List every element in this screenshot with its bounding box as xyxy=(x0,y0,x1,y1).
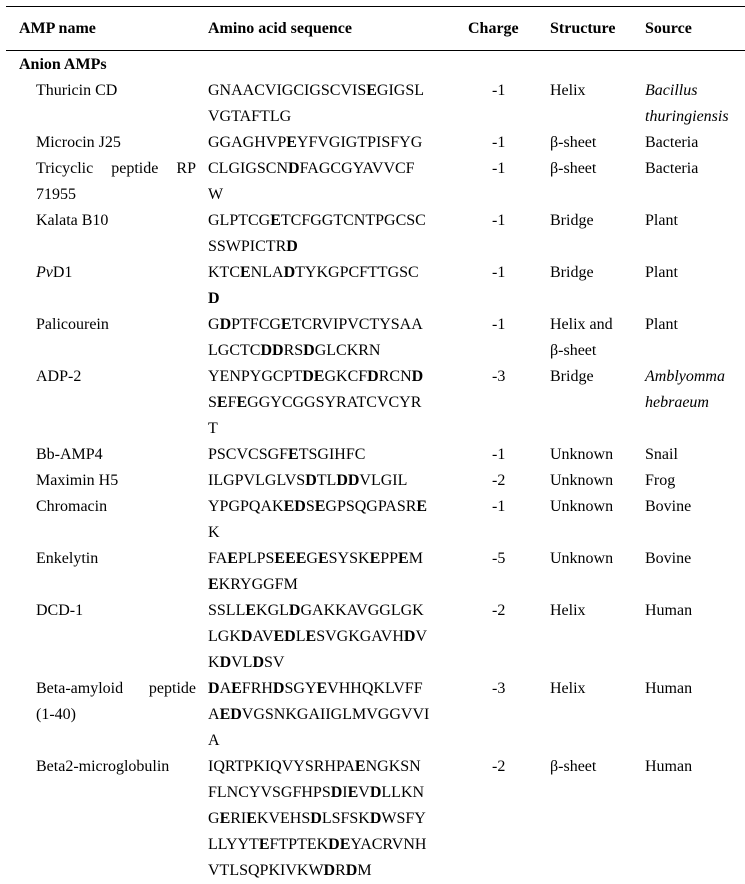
acidic-residue: ED xyxy=(273,628,296,645)
acidic-residue: ED xyxy=(283,498,306,515)
source xyxy=(645,442,745,468)
sequence-line: SSLLEKGLDGAKKAVGGLGK xyxy=(208,602,424,619)
amp-name: PvD1 xyxy=(36,264,73,281)
structure: Unknown xyxy=(550,550,614,567)
header-charge: Charge xyxy=(468,20,519,37)
acidic-residue: E xyxy=(347,784,359,801)
amp-name: ADP-2 xyxy=(36,368,82,385)
header-rule xyxy=(6,50,745,51)
source-line: Human xyxy=(645,758,693,775)
source-line: Bacteria xyxy=(645,134,699,151)
amino-acid-sequence xyxy=(208,78,458,130)
acidic-residue: D xyxy=(219,316,232,333)
amino-acid-sequence xyxy=(208,546,458,598)
amino-acid-sequence xyxy=(208,676,458,754)
acidic-residue: DE xyxy=(302,368,325,385)
sequence-line: IQRTPKIQVYSRHPAENGKSN xyxy=(208,758,421,775)
acidic-residue: D xyxy=(411,368,424,385)
source xyxy=(645,598,745,624)
acidic-residue: D xyxy=(323,862,336,879)
structure: Unknown xyxy=(550,498,614,515)
source xyxy=(645,676,745,702)
sequence-line: CLGIGSCNDFAGCGYAVVCF xyxy=(208,160,415,177)
charge: -2 xyxy=(492,472,506,489)
section-title: Anion AMPs xyxy=(19,56,107,73)
charge: -3 xyxy=(492,680,506,697)
source-line: thuringiensis xyxy=(645,108,729,125)
charge: -1 xyxy=(492,498,506,515)
source-line: Bacillus xyxy=(645,82,698,99)
amp-name: Microcin J25 xyxy=(36,134,121,151)
charge: -1 xyxy=(492,446,506,463)
sequence-line: VGTAFTLG xyxy=(208,108,292,125)
acidic-residue: D xyxy=(286,238,298,255)
sequence-line: K xyxy=(208,524,220,541)
sequence-line: YENPYGCPTDEGKCFDRCND xyxy=(208,368,424,385)
acidic-residue: DD xyxy=(336,472,360,489)
structure: β-sheet xyxy=(550,758,597,775)
sequence-line: GDPTFCGETCRVIPVCTYSAA xyxy=(208,316,423,333)
sequence-line: PSCVCSGFETSGIHFC xyxy=(208,446,366,463)
acidic-residue: D xyxy=(303,342,315,359)
source-line: Bovine xyxy=(645,498,692,515)
structure: Unknown xyxy=(550,472,614,489)
structure: Unknown xyxy=(550,446,614,463)
header-sequence: Amino acid sequence xyxy=(208,20,352,37)
amp-name: Kalata B10 xyxy=(36,212,109,229)
sequence-line: KDVLDSV xyxy=(208,654,285,671)
acidic-residue: E xyxy=(208,576,219,593)
acidic-residue: D xyxy=(272,680,285,697)
acidic-residue: E xyxy=(288,446,299,463)
acidic-residue: E xyxy=(366,82,377,99)
acidic-residue: ED xyxy=(219,706,242,723)
acidic-residue: E xyxy=(316,680,328,697)
acidic-residue: D xyxy=(330,784,343,801)
amp-name: Maximin H5 xyxy=(36,472,119,489)
sequence-line: LLYYTEFTPTEKDEYACRVNH xyxy=(208,836,427,853)
amp-name: Palicourein xyxy=(36,316,109,333)
amino-acid-sequence xyxy=(208,312,458,364)
source xyxy=(645,754,745,780)
acidic-residue: E xyxy=(270,212,281,229)
charge: -1 xyxy=(492,134,506,151)
amp-name: Beta2-microglobulin xyxy=(36,758,170,775)
source-line: Human xyxy=(645,602,693,619)
acidic-residue: D xyxy=(283,264,296,281)
acidic-residue: E xyxy=(354,758,366,775)
acidic-residue: E xyxy=(314,498,326,515)
sequence-line: SEFEGGYCGGSYRATCVCYR xyxy=(208,394,422,411)
acidic-residue: E xyxy=(246,810,257,827)
acidic-residue: E xyxy=(245,602,257,619)
charge: -2 xyxy=(492,758,506,775)
structure: Bridge xyxy=(550,368,594,385)
source xyxy=(645,156,745,182)
structure xyxy=(550,312,640,364)
acidic-residue: D xyxy=(288,602,301,619)
structure-line: β-sheet xyxy=(550,342,597,359)
header-source: Source xyxy=(645,20,692,37)
sequence-line: AEDVGSNKGAIIGLMVGGVVI xyxy=(208,706,430,723)
charge: -1 xyxy=(492,264,506,281)
acidic-residue: DE xyxy=(328,836,351,853)
source xyxy=(645,468,745,494)
acidic-residue: E xyxy=(369,550,381,567)
amp-name: Enkelytin xyxy=(36,550,99,567)
acidic-residue: D xyxy=(369,810,382,827)
acidic-residue: E xyxy=(305,628,317,645)
amino-acid-sequence xyxy=(208,468,458,494)
source xyxy=(645,312,745,338)
amino-acid-sequence xyxy=(208,754,458,884)
acidic-residue: D xyxy=(369,784,382,801)
acidic-residue: D xyxy=(403,628,416,645)
acidic-residue: D xyxy=(240,628,253,645)
amp-name: Chromacin xyxy=(36,498,108,515)
amino-acid-sequence xyxy=(208,364,458,442)
source xyxy=(645,130,745,156)
amp-name: Tricyclic peptide RP 71955 xyxy=(36,160,196,203)
amp-name-italic: Pv xyxy=(36,264,53,281)
source-line: Plant xyxy=(645,316,678,333)
structure: β-sheet xyxy=(550,134,597,151)
amp-name: Thuricin CD xyxy=(36,82,118,99)
source-line: Plant xyxy=(645,264,678,281)
sequence-line xyxy=(208,286,458,312)
acidic-residue: D xyxy=(208,290,220,307)
source-line: Bacteria xyxy=(645,160,699,177)
sequence-line: LGKDAVEDLESVGKGAVHDV xyxy=(208,628,428,645)
charge: -3 xyxy=(492,368,506,385)
top-rule xyxy=(6,6,745,7)
source-line: Bovine xyxy=(645,550,692,567)
amp-name: DCD-1 xyxy=(36,602,84,619)
structure: Helix xyxy=(550,680,586,697)
amp-name: Beta-amyloid peptide (1-40) xyxy=(36,680,196,723)
sequence-line: ILGPVLGLVSDTLDDVLGIL xyxy=(208,472,408,489)
acidic-residue: E xyxy=(227,550,238,567)
sequence-line: W xyxy=(208,186,224,203)
acidic-residue: D xyxy=(367,368,379,385)
amino-acid-sequence xyxy=(208,130,458,156)
sequence-line: GERIEKVEHSDLSFSKDWSFY xyxy=(208,810,426,827)
charge: -1 xyxy=(492,316,506,333)
sequence-line: GGAGHVPEYFVGIGTPISFYG xyxy=(208,134,423,151)
source xyxy=(645,364,745,416)
structure-line: Helix and xyxy=(550,316,613,333)
acidic-residue: E xyxy=(280,316,292,333)
acidic-residue: D xyxy=(208,680,220,697)
sequence-line: FLNCYVSGFHPSDIEVDLLKN xyxy=(208,784,425,801)
acidic-residue: E xyxy=(286,134,297,151)
acidic-residue: E xyxy=(219,810,231,827)
header-structure: Structure xyxy=(550,20,616,37)
structure: Bridge xyxy=(550,212,594,229)
source-line: Frog xyxy=(645,472,676,489)
acidic-residue: DD xyxy=(260,342,284,359)
amp-name: Bb-AMP4 xyxy=(36,446,103,463)
charge: -2 xyxy=(492,602,506,619)
sequence-line: GLPTCGETCFGGTCNTPGCSC xyxy=(208,212,426,229)
charge: -1 xyxy=(492,212,506,229)
acidic-residue: D xyxy=(345,862,358,879)
source xyxy=(645,78,745,130)
amino-acid-sequence xyxy=(208,156,458,208)
sequence-line: SSWPICTRD xyxy=(208,238,298,255)
source-line: Amblyomma xyxy=(645,368,725,385)
source xyxy=(645,208,745,234)
acidic-residue: D xyxy=(305,472,317,489)
sequence-line: GNAACVIGCIGSCVISEGIGSL xyxy=(208,82,425,99)
amino-acid-sequence xyxy=(208,494,458,546)
amino-acid-sequence xyxy=(208,442,458,468)
acidic-residue: D xyxy=(310,810,322,827)
acidic-residue: E xyxy=(398,550,409,567)
acidic-residue: D xyxy=(219,654,232,671)
sequence-line: T xyxy=(208,420,218,437)
source xyxy=(645,260,745,286)
sequence-line: KTCENLADTYKGPCFTTGSC xyxy=(208,264,419,281)
acidic-residue: E xyxy=(231,680,242,697)
structure: β-sheet xyxy=(550,160,597,177)
source xyxy=(645,494,745,520)
charge: -5 xyxy=(492,550,506,567)
sequence-line: A xyxy=(208,732,220,749)
header-amp-name: AMP name xyxy=(19,20,96,37)
structure: Helix xyxy=(550,602,586,619)
acidic-residue: E xyxy=(216,394,228,411)
sequence-line: YPGPQAKEDSEGPSQGPASRE xyxy=(208,498,428,515)
acidic-residue: E xyxy=(258,836,270,853)
amino-acid-sequence xyxy=(208,208,458,260)
source xyxy=(645,546,745,572)
acidic-residue: E xyxy=(240,264,251,281)
source-line: Plant xyxy=(645,212,678,229)
charge: -1 xyxy=(492,160,506,177)
structure: Bridge xyxy=(550,264,594,281)
acidic-residue: E xyxy=(416,498,428,515)
acidic-residue: EEE xyxy=(274,550,307,567)
sequence-line: DAEFRHDSGYEVHHQKLVFF xyxy=(208,680,423,697)
sequence-line: VTLSQPKIVKWDRDM xyxy=(208,862,372,879)
structure: Helix xyxy=(550,82,586,99)
source-line: hebraeum xyxy=(645,394,709,411)
sequence-line: FAEPLPSEEEGESYSKEPPEM xyxy=(208,550,423,567)
source-line: Human xyxy=(645,680,693,697)
acidic-residue: E xyxy=(236,394,248,411)
acidic-residue: D xyxy=(252,654,265,671)
sequence-line: EKRYGGFM xyxy=(208,576,298,593)
charge: -1 xyxy=(492,82,506,99)
source-line: Snail xyxy=(645,446,678,463)
sequence-line: LGCTCDDRSDGLCKRN xyxy=(208,342,381,359)
acidic-residue: D xyxy=(288,160,300,177)
amino-acid-sequence xyxy=(208,260,458,312)
amino-acid-sequence xyxy=(208,598,458,676)
acidic-residue: E xyxy=(317,550,329,567)
